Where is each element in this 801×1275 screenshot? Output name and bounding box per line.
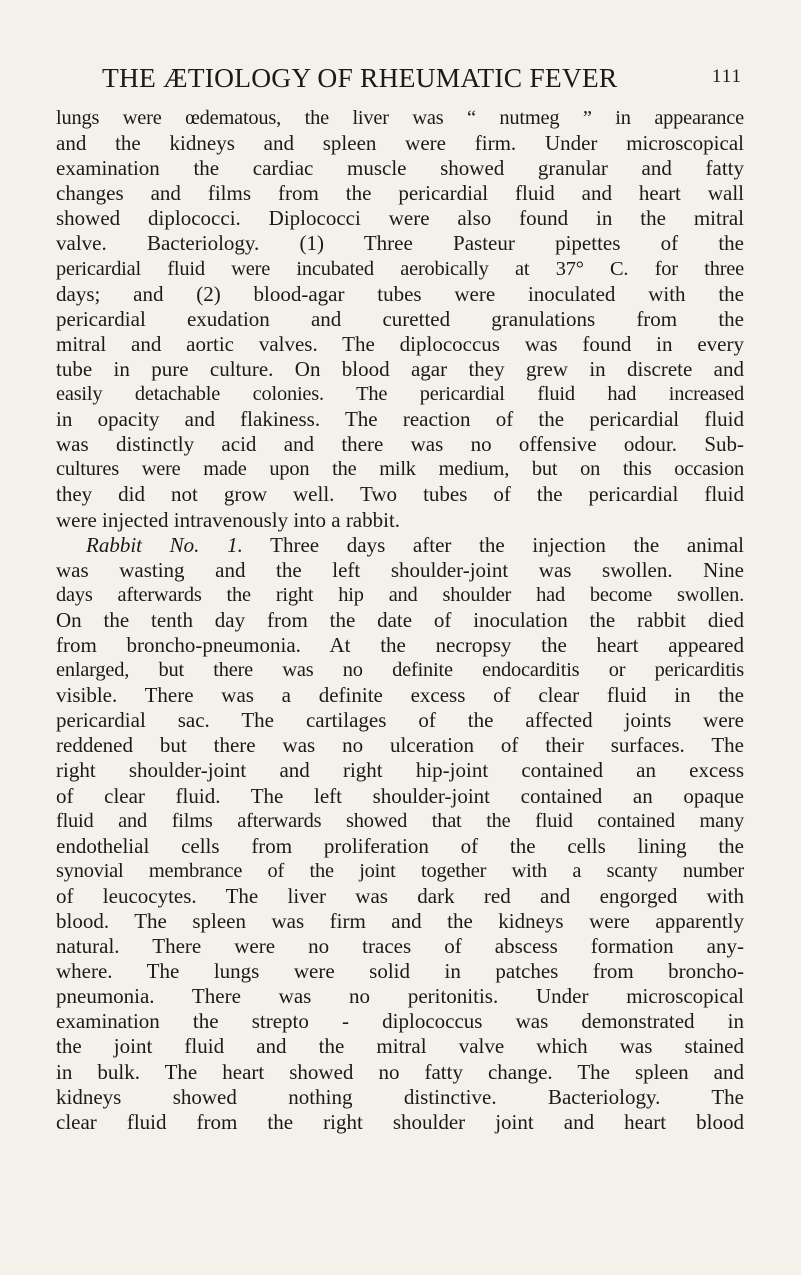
text-line: On the tenth day from the date of inoculation the rabbit died <box>56 607 744 632</box>
text-line: examination the cardiac muscle showed granular and fatty <box>56 156 744 181</box>
text-line: valve. Bacteriology. (1) Three Pasteur pipettes of the <box>56 231 744 256</box>
text-line: were injected intravenously into a rabbit. <box>56 507 401 532</box>
text-line: lungs were œdematous, the liver was “ nutmeg ” in appearance <box>56 107 744 129</box>
text-line: of clear fluid. The left shoulder-joint contained an opaque <box>56 783 744 808</box>
text-line: and the kidneys and spleen were firm. Under microscopical <box>56 131 744 156</box>
text-line: kidneys showed nothing distinctive. Bacteriology. The <box>56 1084 744 1109</box>
rabbit-heading: Rabbit No. 1. <box>86 532 243 557</box>
text-line: tube in pure culture. On blood agar they grew in discrete and <box>56 356 744 381</box>
text-line: synovial membrance of the joint together with a scanty number <box>56 859 744 882</box>
paragraph-necropsy-continued <box>56 106 744 533</box>
text-line: was distinctly acid and there was no offensive odour. Sub- <box>56 432 744 457</box>
text-line: right shoulder-joint and right hip-joint contained an excess <box>56 758 744 783</box>
text-line: easily detachable colonies. The pericardial fluid had increased <box>56 383 744 406</box>
text-line: days; and (2) blood-agar tubes were inoculated with the <box>56 281 744 306</box>
text-line: pericardial fluid were incubated aerobically at 37° C. for three <box>56 257 744 280</box>
text-line: they did not grow well. Two tubes of the pericardial fluid <box>56 482 744 507</box>
text-line: showed diplococci. Diplococci were also found in the mitral <box>56 206 744 231</box>
running-head <box>102 62 742 96</box>
text-line: cultures were made upon the milk medium, but on this occasion <box>56 458 744 481</box>
text-line: visible. There was a definite excess of clear fluid in the <box>56 683 744 708</box>
text-line: enlarged, but there was no definite endocarditis or pericarditis <box>56 659 744 682</box>
text-line: pericardial exudation and curetted granulations from the <box>56 306 744 331</box>
page-number: 111 <box>711 66 742 87</box>
paragraph-rabbit-one <box>56 533 744 1135</box>
text-line: examination the strepto - diplococcus was demonstrated in <box>56 1009 744 1034</box>
running-title: THE ÆTIOLOGY OF RHEUMATIC FEVER <box>102 62 618 93</box>
text-line: days afterwards the right hip and shoulder had become swollen. <box>56 583 744 606</box>
text-line <box>56 533 744 558</box>
text-line: the joint fluid and the mitral valve which was stained <box>56 1034 744 1059</box>
text-line: endothelial cells from proliferation of the cells lining the <box>56 833 744 858</box>
text-line: reddened but there was no ulceration of their surfaces. The <box>56 733 744 758</box>
text-line: mitral and aortic valves. The diplococcus was found in every <box>56 331 744 356</box>
text-line: in opacity and flakiness. The reaction of the pericardial fluid <box>56 407 744 432</box>
text-line: blood. The spleen was firm and the kidneys were apparently <box>56 909 744 933</box>
text-line: pericardial sac. The cartilages of the affected joints were <box>56 708 744 733</box>
text-line: clear fluid from the right shoulder joint and heart blood <box>56 1109 744 1134</box>
text-run: Three days after the injection the animal <box>242 532 744 557</box>
body-text <box>56 106 744 1135</box>
text-line: changes and films from the pericardial fluid and heart wall <box>56 181 744 206</box>
text-line: in bulk. The heart showed no fatty change. The spleen and <box>56 1059 744 1084</box>
text-line: where. The lungs were solid in patches from broncho- <box>56 959 744 984</box>
text-line: fluid and films afterwards showed that the fluid contained many <box>56 809 744 832</box>
text-line: pneumonia. There was no peritonitis. Under microscopical <box>56 984 744 1009</box>
text-line: of leucocytes. The liver was dark red and engorged with <box>56 883 744 908</box>
text-line: from broncho-pneumonia. At the necropsy the heart appeared <box>56 632 744 657</box>
text-line: was wasting and the left shoulder-joint was swollen. Nine <box>56 557 744 582</box>
text-line: natural. There were no traces of abscess formation any- <box>56 934 744 959</box>
